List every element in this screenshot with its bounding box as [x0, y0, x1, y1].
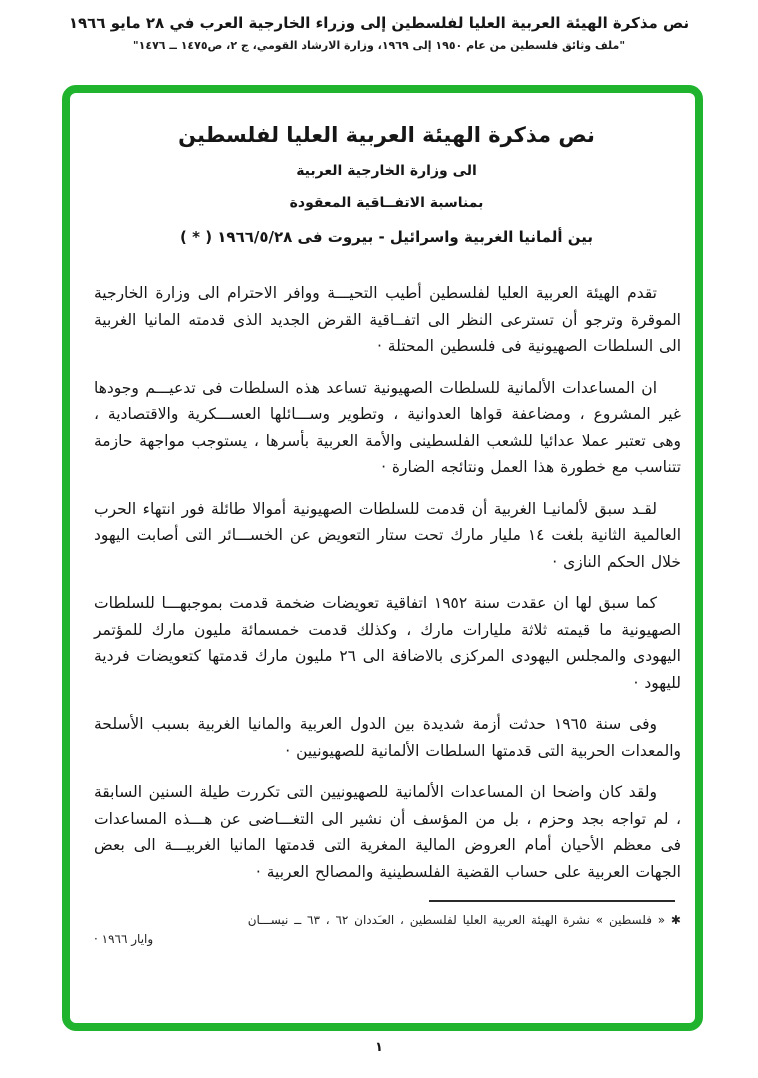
header-title: نص مذكرة الهيئة العربية العليا لفلسطين إلى وزراء الخارجية العرب في ٢٨ مايو ١٩٦٦	[68, 14, 690, 32]
footnote-citation-line2: وايار ١٩٦٦ ·	[94, 932, 154, 946]
footnote-separator-rule	[429, 900, 675, 902]
paragraph-5: وفى سنة ١٩٦٥ حدثت أزمة شديدة بين الدول العربية والمانيا الغربية بسبب الأسلحة والمعدات الحربية التى قدمتها السلطات الألمانية للصهيونيين ·	[94, 715, 681, 760]
paragraph-4: كما سبق لها ان عقدت سنة ١٩٥٢ اتفاقية تعويضات ضخمة قدمت بموجبهـــا للسلطات الصهيونية ما قيمته ثلاثة مليارات مارك ، وكذلك قدمت خمسمائة مليون مارك للمؤتمر اليهودى والمجلس اليهودى المركزى بالاضافة الى ٢٦ مليون مارك قدمتها كتعويضات فردية لليهود ·	[94, 594, 681, 692]
memorandum-occasion: بمناسبة الاتفــاقية المعقودة	[289, 195, 484, 211]
page-header	[0, 14, 758, 52]
paragraph-2: ان المساعدات الألمانية للسلطات الصهيونية تساعد هذه السلطات فى تدعيـــم وجودها غير المشروع ، ومضاعفة قواها العدوانية ، وتطوير وســـائلها العســـكرية والاقتصادية ، وهى تعتبر عملا عدائيا للشعب الفلسطينى والأمة العربية بأسرها ، يستوجب مواجهة حازمة تتناسب مع خطورة هذا العمل ونتائجه الضارة ·	[94, 378, 681, 476]
memorandum-agreement-line: بين ألمانيا الغربية واسرائيل - بيروت فى ١٩٦٦/٥/٢٨ ( * )	[180, 228, 593, 246]
document-content	[70, 93, 695, 1023]
paragraph-6: ولقد كان واضحا ان المساعدات الألمانية للصهيونيين التى تكررت طيلة السنين السابقة ، لم تواجه بجد وحزم ، بل من المؤسف أن نشير الى التغـــاضى عن هـــذه المساعدات فى معظم الأحيان أمام العروض المالية المغرية التى قدمتها المانيا الغربيـــة الى بعض الجهات العربية على حساب القضية الفلسطينية والمصالح العربية ·	[94, 783, 681, 881]
footnote-citation-line1: ✱ « فلسطين » نشرة الهيئة العربية العليا لفلسطين ، العـَددان ٦٢ ، ٦٣ ــ نيســـان	[247, 913, 681, 927]
header-source-citation: "ملف وثائق فلسطين من عام ١٩٥٠ إلى ١٩٦٩، وزارة الارشاد القومي، ج ٢، ص١٤٧٥ ــ ١٤٧٦"	[132, 39, 626, 52]
footnote-block	[86, 900, 687, 948]
page-number: ١	[375, 1040, 383, 1055]
memorandum-body	[86, 280, 687, 885]
paragraph-3: لقـد سبق لألمانيـا الغربية أن قدمت للسلطات الصهيونية أموالا طائلة فور انتهاء الحرب العالمية الثانية بلغت ١٤ مليار مارك تحت ستار التعويض عن الخســـائر التى أصابت اليهود خلال الحكم النازى ·	[94, 499, 682, 571]
memorandum-title: نص مذكرة الهيئة العربية العليا لفلسطين	[178, 123, 595, 147]
document-frame-border	[62, 85, 703, 1031]
memorandum-addressee: الى وزارة الخارجية العربية	[296, 163, 477, 179]
paragraph-1: تقدم الهيئة العربية العليا لفلسطين أطيب التحيـــة ووافر الاحترام الى وزارة الخارجية الموقرة وترجو أن تسترعى النظر الى اتفــاقية القرض الجديد الذى قدمته المانيا الغربية الى السلطات الصهيونية فى فلسطين المحتلة ·	[94, 284, 681, 355]
